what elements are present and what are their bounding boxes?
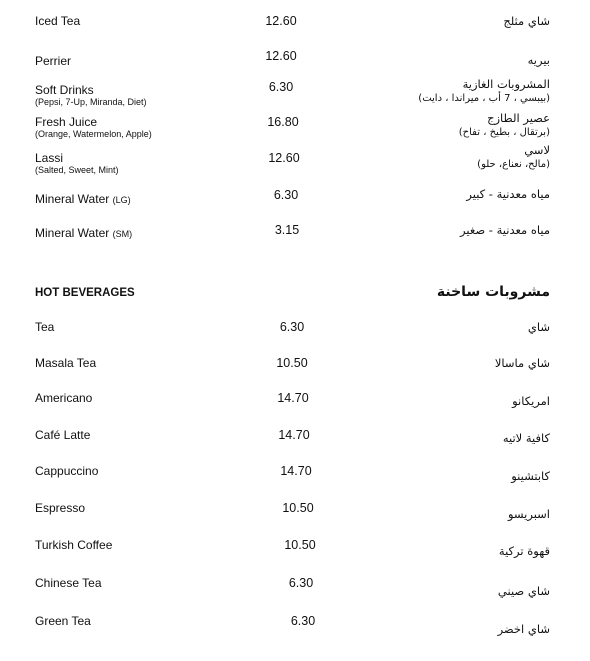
item-size: (SM) [112, 229, 133, 239]
item-name: Mineral Water (LG) [35, 192, 131, 206]
menu-row [0, 356, 590, 396]
menu-row [0, 391, 590, 431]
item-name: Turkish Coffee [35, 538, 113, 552]
menu-row [0, 501, 590, 541]
item-price: 12.60 [268, 151, 300, 165]
item-name: Masala Tea [35, 356, 97, 370]
item-name: Mineral Water (SM) [35, 226, 133, 240]
item-name-arabic: مياه معدنية - صغير [460, 223, 550, 237]
item-name-arabic: قهوة تركية [498, 544, 550, 558]
item-price: 6.30 [273, 188, 299, 202]
menu-row [0, 538, 590, 578]
item-price: 12.60 [265, 49, 297, 63]
menu-row [0, 14, 590, 54]
item-name-arabic: لاسي (مالح، نعناع، حلو) [477, 143, 550, 170]
item-name-arabic: بيريه [527, 53, 550, 67]
menu-row [0, 223, 590, 263]
item-price: 6.30 [288, 576, 314, 590]
item-name: Tea [35, 320, 55, 334]
item-description-arabic: (برتقال ، بطيخ ، تفاح) [458, 127, 550, 138]
item-name: Iced Tea [35, 14, 81, 28]
item-description: (Pepsi, 7-Up, Miranda, Diet) [35, 97, 147, 107]
menu-row [0, 143, 590, 191]
item-description: (Salted, Sweet, Mint) [35, 165, 119, 175]
item-name: Chinese Tea [35, 576, 102, 590]
item-price: 16.80 [267, 115, 299, 129]
menu-row [0, 576, 590, 616]
item-name: Soft Drinks (Pepsi, 7-Up, Miranda, Diet) [35, 83, 147, 107]
item-name: Lassi (Salted, Sweet, Mint) [35, 151, 119, 175]
item-price: 6.30 [279, 320, 305, 334]
item-description: (Orange, Watermelon, Apple) [35, 129, 152, 139]
item-name: Café Latte [35, 428, 91, 442]
item-name-arabic: شاي اخضر [497, 622, 550, 636]
item-price: 10.50 [284, 538, 316, 552]
item-name-arabic: المشروبات الغازية (بيبسي ، 7 أب ، ميراندا ، دايت) [418, 77, 550, 104]
section-title-arabic: مشروبات ساخنة [436, 284, 550, 300]
item-price: 3.15 [274, 223, 300, 237]
item-name-arabic: مياه معدنية - كبير [466, 187, 550, 201]
menu-row [0, 188, 590, 228]
item-name-arabic: شاي مثلج [503, 14, 550, 28]
item-name-arabic: كافية لاتيه [502, 431, 550, 445]
item-price: 14.70 [280, 464, 312, 478]
item-name: Cappuccino [35, 464, 99, 478]
item-price: 10.50 [276, 356, 308, 370]
menu-row [0, 428, 590, 468]
item-description-arabic: (بيبسي ، 7 أب ، ميراندا ، دايت) [418, 93, 550, 104]
item-description-arabic: (مالح، نعناع، حلو) [477, 159, 550, 170]
item-price: 12.60 [265, 14, 297, 28]
item-price: 10.50 [282, 501, 314, 515]
item-price: 14.70 [277, 391, 309, 405]
item-name-arabic: كابتشينو [511, 469, 550, 483]
item-price: 6.30 [268, 80, 294, 94]
item-name: Green Tea [35, 614, 91, 628]
item-name-arabic: شاي [527, 320, 550, 334]
section-title: HOT BEVERAGES [35, 287, 135, 299]
item-price: 6.30 [290, 614, 316, 628]
item-name-arabic: عصير الطازج (برتقال ، بطيخ ، تفاح) [458, 111, 550, 138]
item-name: Espresso [35, 501, 86, 515]
item-size: (LG) [112, 195, 131, 205]
item-name-arabic: امريكانو [512, 394, 550, 408]
menu-row [0, 614, 590, 654]
item-name-arabic: شاي صيني [497, 584, 550, 598]
menu-row [0, 464, 590, 504]
item-price: 14.70 [278, 428, 310, 442]
item-name-arabic: اسبريسو [507, 507, 550, 521]
item-name-arabic: شاي ماسالا [494, 356, 550, 370]
menu-row [0, 320, 590, 360]
item-name: Fresh Juice (Orange, Watermelon, Apple) [35, 115, 152, 139]
item-name: Americano [35, 391, 93, 405]
item-name: Perrier [35, 54, 72, 68]
